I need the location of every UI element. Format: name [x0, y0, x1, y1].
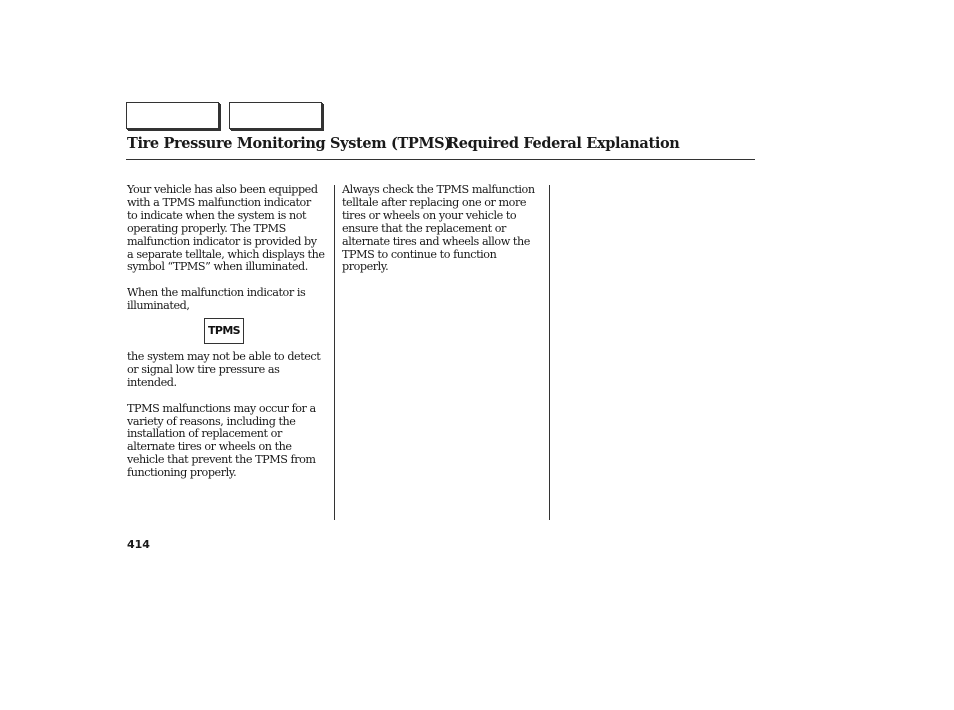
nav-previous-button[interactable] [126, 102, 219, 129]
section-title: Tire Pressure Monitoring System (TPMS) [127, 135, 451, 152]
column-divider [549, 185, 550, 520]
header-rule [126, 159, 755, 160]
column-divider [334, 185, 335, 520]
tpms-indicator-icon: TPMS [204, 318, 244, 344]
paragraph: When the malfunction indicator is illuminated, [127, 286, 306, 313]
page-number: 414 [127, 538, 150, 551]
text-column-2 [342, 184, 547, 287]
subsection-title: Required Federal Explanation [447, 135, 680, 152]
indicator-wrapper [127, 318, 332, 350]
text-column-1 [127, 184, 332, 493]
nav-next-button[interactable] [229, 102, 322, 129]
paragraph: TPMS malfunctions may occur for a variety of reasons, including the installation of replacement or alternate tires or wheels on the vehicle that prevent the TPMS from functioning properly. [127, 401, 316, 480]
paragraph: Always check the TPMS malfunction telltale after replacing one or more tires or wheels on your vehicle to ensure that the replacement or alternate tires and wheels allow the TPMS to continue to function properly. [342, 183, 535, 274]
paragraph: the system may not be able to detect or signal low tire pressure as intended. [127, 350, 321, 389]
paragraph: Your vehicle has also been equipped with a TPMS malfunction indicator to indicate when the system is not operating properly. The TPMS malfunction indicator is provided by a separate telltale, which displays the symbol “TPMS” when illuminated. [127, 183, 325, 274]
